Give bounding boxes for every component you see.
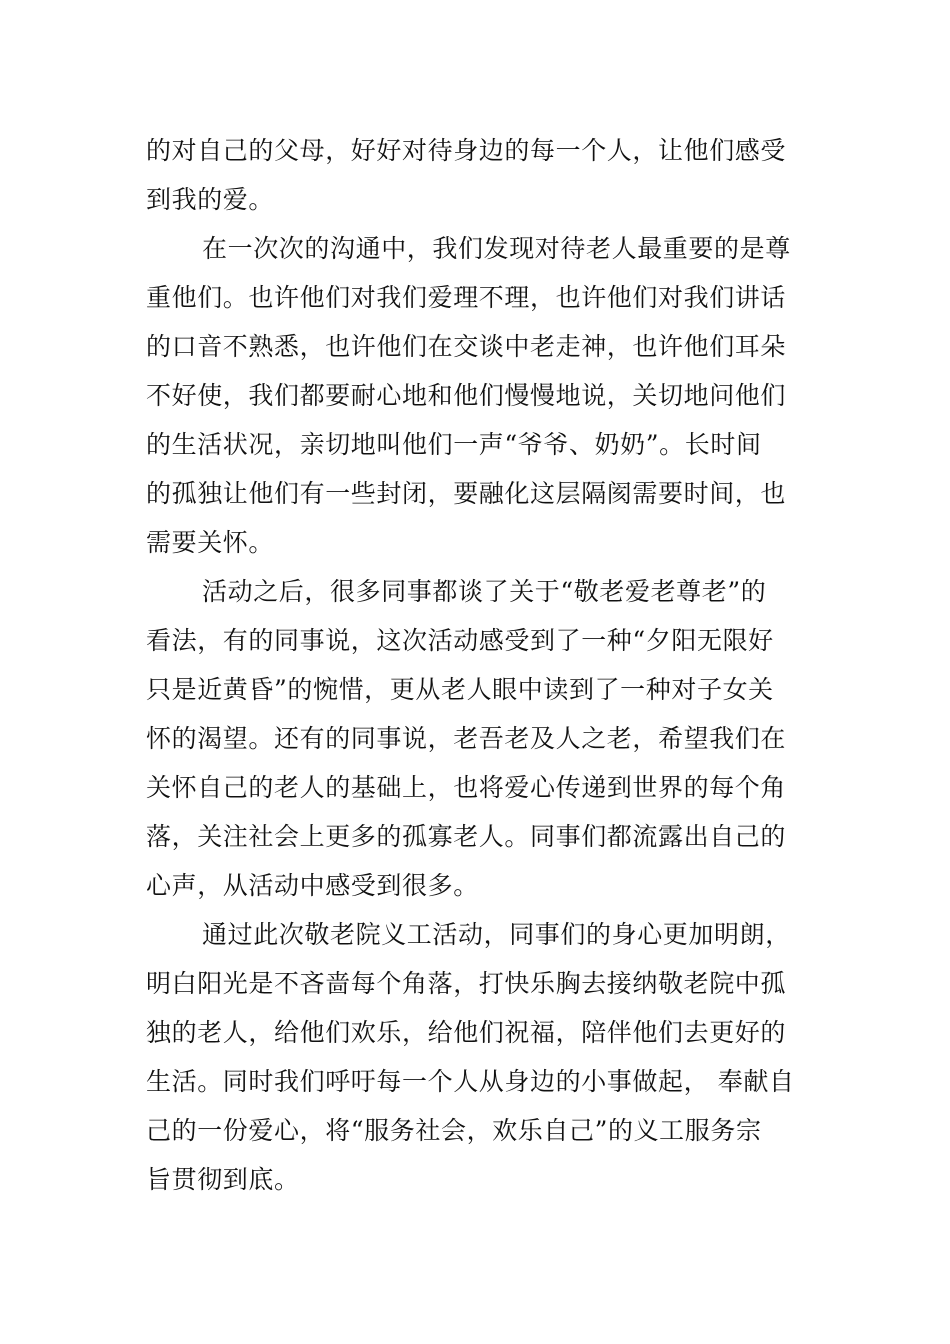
text-line: 的生活状况，亲切地叫他们一声“爷爷、奶奶”。长时间 xyxy=(146,430,762,459)
text-line: 的孤独让他们有一些封闭，要融化这层隔阂需要时间，也 xyxy=(146,479,787,508)
text-line: 生活。同时我们呼吁每一个人从身边的小事做起， 奉献自 xyxy=(146,1067,795,1096)
text-line: 己的一份爱心，将“服务社会，欢乐自己”的义工服务宗 xyxy=(146,1116,762,1145)
text-line: 的口音不熟悉，也许他们在交谈中老走神，也许他们耳朵 xyxy=(146,332,787,361)
text-line: 通过此次敬老院义工活动，同事们的身心更加明朗， xyxy=(202,920,791,949)
paragraph-4 xyxy=(146,910,808,1204)
text-line: 活动之后，很多同事都谈了关于“敬老爱老尊老”的 xyxy=(202,577,767,606)
document-body xyxy=(146,126,808,1204)
paragraph-1 xyxy=(146,126,808,224)
text-line: 到我的爱。 xyxy=(146,185,275,214)
text-line: 不好使，我们都要耐心地和他们慢慢地说，关切地问他们 xyxy=(146,381,787,410)
text-line: 只是近黄昏”的惋惜，更从老人眼中读到了一种对子女关 xyxy=(146,675,774,704)
text-line: 重他们。也许他们对我们爱理不理，也许他们对我们讲话 xyxy=(146,283,787,312)
text-line: 旨贯彻到底。 xyxy=(146,1165,300,1194)
text-line: 关怀自己的老人的基础上，也将爱心传递到世界的每个角 xyxy=(146,773,787,802)
text-line: 需要关怀。 xyxy=(146,528,275,557)
paragraph-3 xyxy=(146,567,808,910)
text-line: 落，关注社会上更多的孤寡老人。同事们都流露出自己的 xyxy=(146,822,787,851)
paragraph-2 xyxy=(146,224,808,567)
text-line: 看法，有的同事说，这次活动感受到了一种“夕阳无限好 xyxy=(146,626,774,655)
text-line: 怀的渴望。还有的同事说，老吾老及人之老，希望我们在 xyxy=(146,724,787,753)
text-line: 在一次次的沟通中，我们发现对待老人最重要的是尊 xyxy=(202,234,791,263)
text-line: 心声，从活动中感受到很多。 xyxy=(146,871,479,900)
text-line: 独的老人，给他们欢乐，给他们祝福，陪伴他们去更好的 xyxy=(146,1018,787,1047)
text-line: 的对自己的父母，好好对待身边的每一个人，让他们感受 xyxy=(146,136,787,165)
text-line: 明白阳光是不吝啬每个角落，打快乐胸去接纳敬老院中孤 xyxy=(146,969,787,998)
